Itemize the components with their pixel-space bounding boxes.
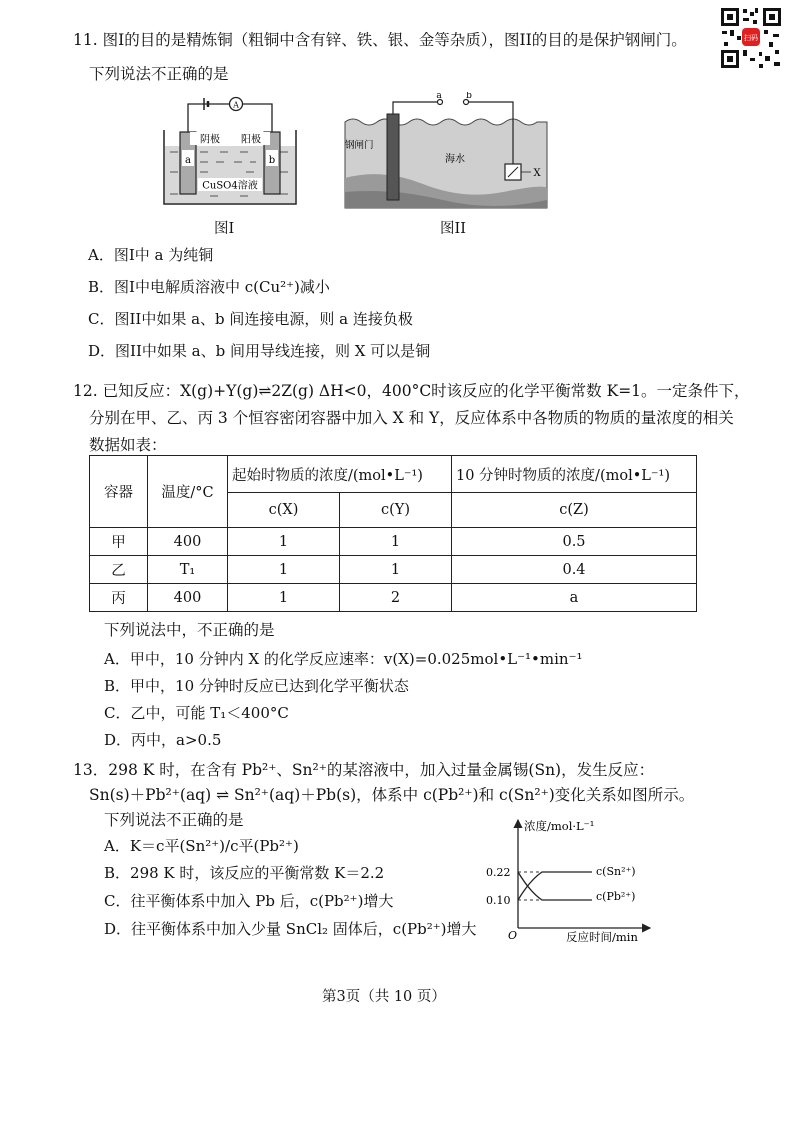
row-container: 甲 <box>90 528 148 556</box>
q13-option-d: D．往平衡体系中加入少量 SnCl₂ 固体后，c(Pb²⁺)增大 <box>104 920 477 938</box>
q13-stem-line2: Sn(s)＋Pb²⁺(aq) ⇌ Sn²⁺(aq)＋Pb(s)，体系中 c(Pb²⁺)和 c(Sn²⁺)变化关系如图所示。 <box>89 786 695 804</box>
row-cy: 1 <box>340 528 452 556</box>
terminal-b-label: b <box>466 92 472 101</box>
q13-option-a: A．K＝c平(Sn²⁺)/c平(Pb²⁺) <box>104 837 299 855</box>
q11-option-b: B．图I中电解质溶液中 c(Cu²⁺)减小 <box>88 278 330 296</box>
row-temperature: 400 <box>148 528 228 556</box>
page-footer: 第3页（共 10 页） <box>322 989 446 1005</box>
figure-2-caption: 图II <box>440 221 466 237</box>
qr-code[interactable] <box>719 6 783 70</box>
subheader-cx: c(X) <box>228 493 340 528</box>
q11-option-c: C．图II中如果 a、b 间连接电源，则 a 连接负极 <box>88 310 413 328</box>
figure-2-steel-gate <box>343 92 549 210</box>
header-container: 容器 <box>90 456 148 528</box>
q13-option-c: C．往平衡体系中加入 Pb 后，c(Pb²⁺)增大 <box>104 892 394 910</box>
subheader-cy: c(Y) <box>340 493 452 528</box>
q13-prompt: 下列说法不正确的是 <box>104 811 244 829</box>
electrode-b-label: b <box>268 155 276 166</box>
row-cy: 2 <box>340 584 452 612</box>
q12-prompt: 下列说法中，不正确的是 <box>104 621 275 639</box>
anode-label: 阳极 <box>241 134 261 146</box>
row-container: 丙 <box>90 584 148 612</box>
row-cx: 1 <box>228 528 340 556</box>
table-row <box>90 556 697 584</box>
row-temperature: T₁ <box>148 556 228 584</box>
row-cy: 1 <box>340 556 452 584</box>
table-row <box>90 528 697 556</box>
q13-stem-line1: 13．298 K 时，在含有 Pb²⁺、Sn²⁺的某溶液中，加入过量金属锡(Sn)，发生反应： <box>73 761 655 779</box>
subheader-cz: c(Z) <box>452 493 697 528</box>
row-container: 乙 <box>90 556 148 584</box>
concentration-table <box>89 455 697 612</box>
figure-1-caption: 图I <box>214 221 235 237</box>
electrode-a-label: a <box>185 155 191 166</box>
sn2-label: c(Sn²⁺) <box>596 865 636 878</box>
row-cz: 0.5 <box>452 528 697 556</box>
table-row <box>90 584 697 612</box>
ammeter-label: A <box>233 100 239 110</box>
q12-stem-line1: 12. 已知反应：X(g)+Y(g)⇌2Z(g) ΔH<0，400°C时该反应的化学平衡常数 K=1。一定条件下， <box>73 382 750 400</box>
qr-badge: 扫码 <box>744 34 758 42</box>
q12-stem-line3: 数据如表： <box>89 436 167 454</box>
q11-option-d: D．图II中如果 a、b 间用导线连接，则 X 可以是铜 <box>88 342 431 360</box>
tick-010: 0.10 <box>486 894 511 907</box>
water-label: 海水 <box>445 154 465 165</box>
q11-prompt: 下列说法不正确的是 <box>89 65 229 83</box>
row-cz: 0.4 <box>452 556 697 584</box>
row-cz: a <box>452 584 697 612</box>
origin-label: O <box>508 929 518 942</box>
solution-label: CuSO4溶液 <box>202 180 258 192</box>
pb2-curve <box>518 872 592 900</box>
q12-option-d: D．丙中，a>0.5 <box>104 731 222 749</box>
q11-option-a: A．图I中 a 为纯铜 <box>88 246 214 264</box>
figure-1-electrolysis <box>160 92 300 214</box>
q12-option-b: B．甲中，10 分钟时反应已达到化学平衡状态 <box>104 677 409 695</box>
header-10min-conc: 10 分钟时物质的浓度/(mol•L⁻¹) <box>452 456 697 493</box>
y-axis-label: 浓度/mol·L⁻¹ <box>524 819 595 833</box>
terminal-a-label: a <box>436 92 442 101</box>
pb2-label: c(Pb²⁺) <box>596 890 636 903</box>
gate-label: 钢闸门 <box>345 140 374 151</box>
tick-022: 0.22 <box>486 866 511 879</box>
concentration-time-graph <box>480 812 656 942</box>
row-cx: 1 <box>228 556 340 584</box>
x-axis-label: 反应时间/min <box>566 930 638 942</box>
header-temperature: 温度/°C <box>148 456 228 528</box>
q11-stem: 11. 图I的目的是精炼铜（粗铜中含有锌、铁、银、金等杂质），图II的目的是保护钢闸门。 <box>73 31 687 49</box>
electrode-x-label: X <box>533 168 541 179</box>
row-cx: 1 <box>228 584 340 612</box>
q12-stem-line2: 分别在甲、乙、丙 3 个恒容密闭容器中加入 X 和 Y，反应体系中各物质的物质的量浓度的相关 <box>89 409 734 427</box>
q12-option-c: C．乙中，可能 T₁＜400°C <box>104 704 289 722</box>
header-initial-conc: 起始时物质的浓度/(mol•L⁻¹) <box>228 456 452 493</box>
q12-option-a: A．甲中，10 分钟内 X 的化学反应速率：v(X)=0.025mol•L⁻¹•min⁻¹ <box>104 650 583 668</box>
q13-option-b: B．298 K 时，该反应的平衡常数 K＝2.2 <box>104 864 385 882</box>
row-temperature: 400 <box>148 584 228 612</box>
cathode-label: 阴极 <box>200 134 220 146</box>
sn2-curve <box>518 872 592 900</box>
